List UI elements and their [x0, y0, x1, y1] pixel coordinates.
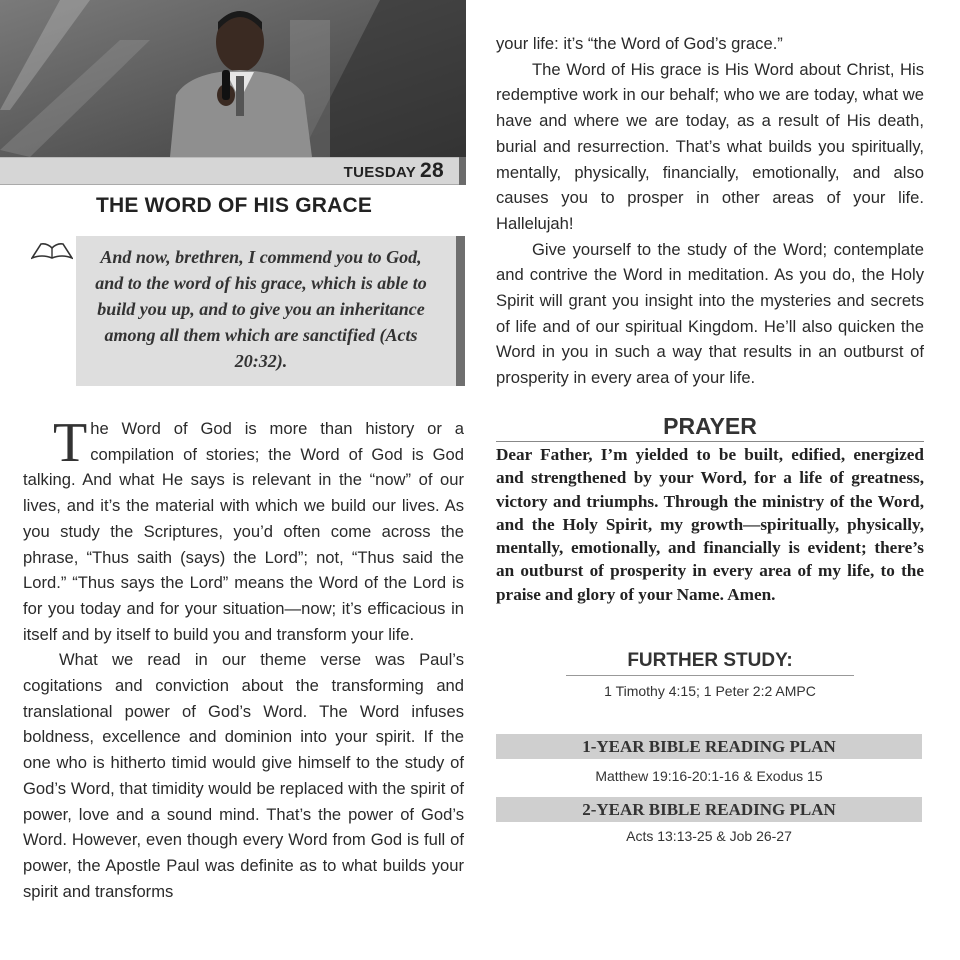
one-year-plan-title: 1-YEAR BIBLE READING PLAN — [496, 734, 922, 759]
message-paragraph-text: he Word of God is more than history or a compilation of stories; the Word of God is God talking. And what He says is relevant in the “now” of our lives, and it’s the material with which we build our lives. As you study the Scriptures, you’d often come across the phrase, “Thus saith (says) the Lord”; not, “Thus said the Lord.” “Thus says the Lord” means the Word of the Lord is for you today and for your situation—now; it’s efficacious in itself and by itself to build you and transform your life. — [23, 419, 464, 644]
date-label — [344, 160, 444, 184]
message-paragraph: your life: it’s “the Word of God’s grace.” — [496, 34, 783, 53]
message-paragraph: Give yourself to the study of the Word; contemplate and contrive the Word in meditation. As you do, the Holy Spirit will grant you insight into the mysteries and secrets of life and of our spiritual Kingdom. He’ll also quicken the Word in you in such a way that results in an outburst of prosperity in every area of your life. — [496, 239, 924, 388]
open-book-icon — [31, 241, 73, 261]
preacher-photo — [0, 0, 466, 157]
drop-cap: T — [53, 412, 88, 474]
further-study-references: 1 Timothy 4:15; 1 Peter 2:2 AMPC — [604, 683, 816, 699]
message-paragraph: The Word of His grace is His Word about Christ, His redemptive work in our behalf; who we are today, what we have and where we are today, as a result of His death, burial and resurrection. That’s what builds you spiritually, mentally, physically, financially, emotionally, and also causes you to prosper in other areas of your life. Hallelujah! — [496, 59, 924, 233]
message-paragraph: What we read in our theme verse was Paul’s cogitations and conviction about the transforming and translational power of God’s Word. The Word infuses boldness, excellence and dominion into your spirit. If the one who is hitherto timid would give himself to the study of God’s Word, that timidity would be replaced with the spirit of power, love and a sound mind. That’s the power of God’s Word. However, even though every Word from God is full of power, the Apostle Paul was definite as to what builds your spirit and transforms — [23, 650, 464, 901]
scripture-box — [76, 236, 465, 386]
one-year-plan-reading: Matthew 19:16-20:1-16 & Exodus 15 — [595, 768, 823, 784]
further-study-divider — [566, 675, 854, 676]
prayer-text: Dear Father, I’m yielded to be built, edified, energized and strengthened by your Word, for a life of greatness, victory and triumphs. Through the ministry of the Word, and the Holy Spirit, my growth—spiritually, physically, mentally, emotionally, and financially is evident; there’s an outburst of prosperity in every area of my life, to the praise and glory of your Name. Amen. — [496, 445, 924, 604]
further-study-heading: FURTHER STUDY: — [627, 650, 793, 671]
band-accent — [459, 157, 466, 185]
message-column-right — [496, 31, 924, 391]
day-name: TUESDAY — [343, 164, 417, 181]
message-paragraph — [23, 412, 464, 647]
date-band — [0, 157, 466, 185]
two-year-plan-title: 2-YEAR BIBLE READING PLAN — [496, 797, 922, 822]
scripture-text: And now, brethren, I commend you to God, and to the word of his grace, which is able to build you up, and to give you an inheritance among all them which are sanctified (Acts 20:32). — [95, 247, 427, 371]
message-column-left — [23, 412, 464, 904]
page-title: THE WORD OF HIS GRACE — [96, 194, 373, 217]
prayer-heading: PRAYER — [496, 412, 924, 442]
two-year-plan-reading: Acts 13:13-25 & Job 26-27 — [626, 828, 792, 844]
date-number: 28 — [420, 159, 444, 182]
